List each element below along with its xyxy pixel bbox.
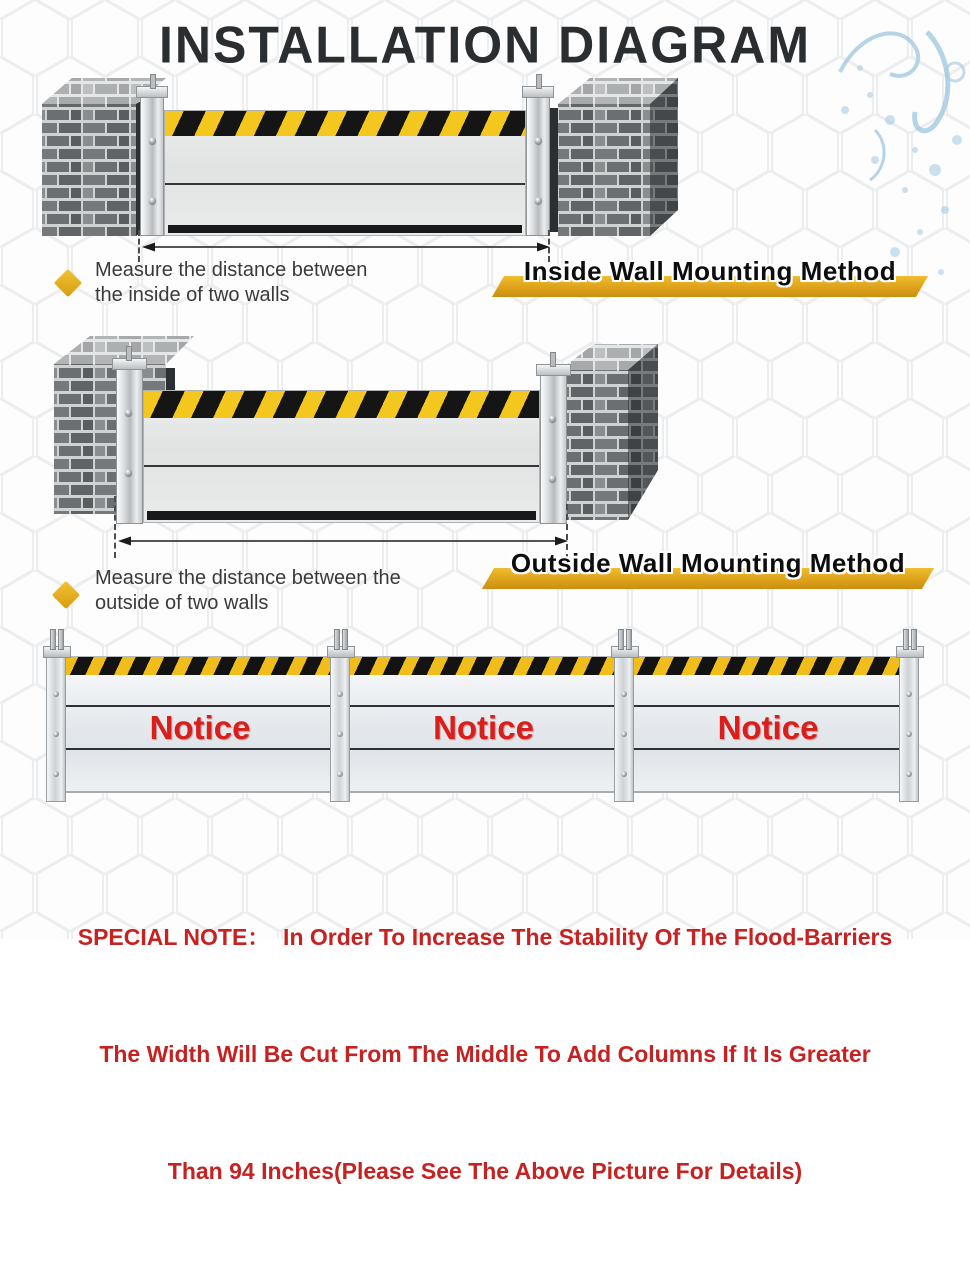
barrier-bottom-seal [168,225,522,233]
measure-note-outside: Measure the distance between the outside of two walls [95,567,401,614]
barrier-post [330,648,350,802]
post-pin [58,629,64,650]
notice-label: Notice [717,709,819,746]
bolt-icon [906,691,912,697]
bolt-icon [906,771,912,777]
banner-inside [484,254,936,300]
barrier-bottom-seal [147,511,536,520]
hazard-stripe [65,657,335,675]
post-pin [626,629,632,650]
bolt-icon [53,691,59,697]
screw-icon [549,415,556,422]
panel-seam [165,183,525,185]
page-title: INSTALLATION DIAGRAM [159,15,811,75]
bolt-icon [337,731,343,737]
bolt-icon [906,731,912,737]
post-cap [327,646,355,658]
barrier-panel [64,656,336,793]
notice-label: Notice [433,709,534,746]
bolt-icon [621,771,627,777]
rail-pin [126,346,132,361]
measure-arrow-icon [142,240,550,254]
post-cap [896,646,924,658]
measure-note-inside: Measure the distance between the inside of two walls [95,259,368,306]
mounting-rail-right-outside [540,372,567,524]
special-note-line: The Width Will Be Cut From The Middle To Add Columns If It Is Greater [99,1041,871,1067]
screw-icon [535,197,542,204]
barrier-panel [348,656,619,793]
barrier-post [46,648,66,802]
barrier-post [614,648,634,802]
screw-icon [149,137,156,144]
notice-label: Notice [149,709,251,746]
post-pin [334,629,340,650]
bolt-icon [621,691,627,697]
hazard-stripe [144,391,539,418]
bolt-icon [53,771,59,777]
measure-dash-left [114,496,116,558]
mounting-rail-left-inside [140,94,164,236]
hazard-stripe [632,657,904,675]
hazard-stripe [165,111,525,136]
bolt-icon [337,771,343,777]
banner-outside [474,546,942,592]
screw-icon [125,409,132,416]
rail-pin [150,74,156,89]
barrier-post [899,648,919,802]
screw-icon [149,197,156,204]
panel-seam [632,748,904,750]
screw-icon [535,137,542,144]
special-note-line: SPECIAL NOTE： In Order To Increase The Stability Of The Flood-Barriers [77,924,893,950]
screw-icon [125,469,132,476]
barrier-panel [631,656,905,793]
panel-seam [349,748,618,750]
banner-label-outside: Outside Wall Mounting Method [510,548,906,578]
post-pin [50,629,56,650]
bolt-icon [53,731,59,737]
screw-icon [549,475,556,482]
rail-pin [536,74,542,89]
brick-pillar-right-inside [546,70,680,240]
bolt-icon [337,691,343,697]
rail-pin [550,352,556,367]
post-pin [903,629,909,650]
hazard-stripe [349,657,618,675]
post-cap [43,646,71,658]
post-pin [342,629,348,650]
panel-seam [65,748,335,750]
bolt-icon [621,731,627,737]
post-cap [611,646,639,658]
flood-barrier-inside [164,110,526,236]
special-note-line: Than 94 Inches(Please See The Above Picture For Details) [167,1158,803,1184]
panel-seam [144,465,539,467]
mounting-rail-left-outside [116,366,143,524]
banner-label-inside: Inside Wall Mounting Method [523,256,897,286]
post-pin [911,629,917,650]
flood-barrier-outside [143,390,540,523]
post-pin [618,629,624,650]
special-note [0,840,970,1269]
mounting-rail-right-inside [526,94,550,236]
